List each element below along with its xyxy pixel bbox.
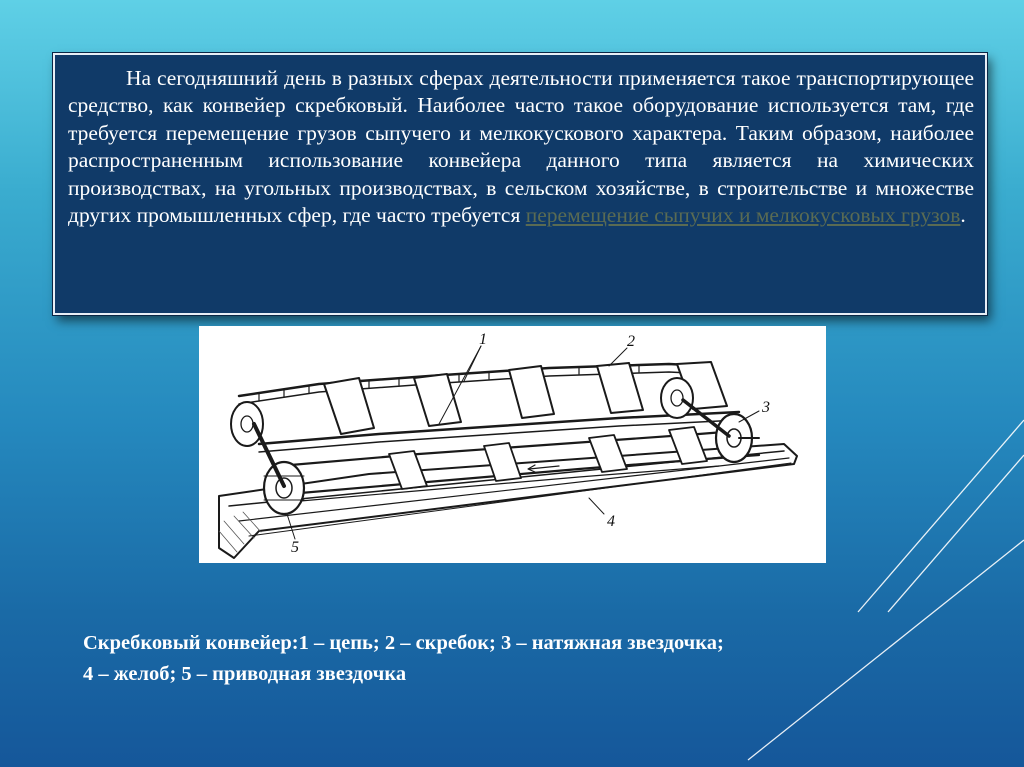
figure-label-5: 5 xyxy=(291,539,299,556)
paragraph-end: . xyxy=(960,203,966,228)
paragraph-main-text: На сегодняшний день в разных сферах деятельности применяется такое транспортирующее средство, как конвейер скребковый. Наиболее часто такое оборудование используется там, где требуется перемещение грузов сыпучего и мелкокускового характера. Таким образом, наиболее распространенным использование конвейера данного типа является на химических производствах, на угольных производствах, в сельском хозяйстве, в строительстве и множестве других промышленных сфер, где часто требуется xyxy=(68,66,974,228)
figure-label-2: 2 xyxy=(627,333,635,350)
body-paragraph xyxy=(68,65,974,229)
figure-label-3: 3 xyxy=(762,399,770,416)
conveyor-figure xyxy=(199,326,826,563)
conveyor-drawing xyxy=(199,326,826,563)
paragraph-link[interactable]: перемещение сыпучих и мелкокусковых грузов xyxy=(525,203,961,228)
text-panel xyxy=(53,53,987,315)
figure-caption xyxy=(83,628,963,690)
caption-line-1: Скребковый конвейер:1 – цепь; 2 – скребок; 3 – натяжная звездочка; xyxy=(83,632,724,654)
caption-line-2: 4 – желоб; 5 – приводная звездочка xyxy=(83,663,407,685)
figure-label-4: 4 xyxy=(607,513,615,530)
figure-label-1: 1 xyxy=(479,331,487,348)
